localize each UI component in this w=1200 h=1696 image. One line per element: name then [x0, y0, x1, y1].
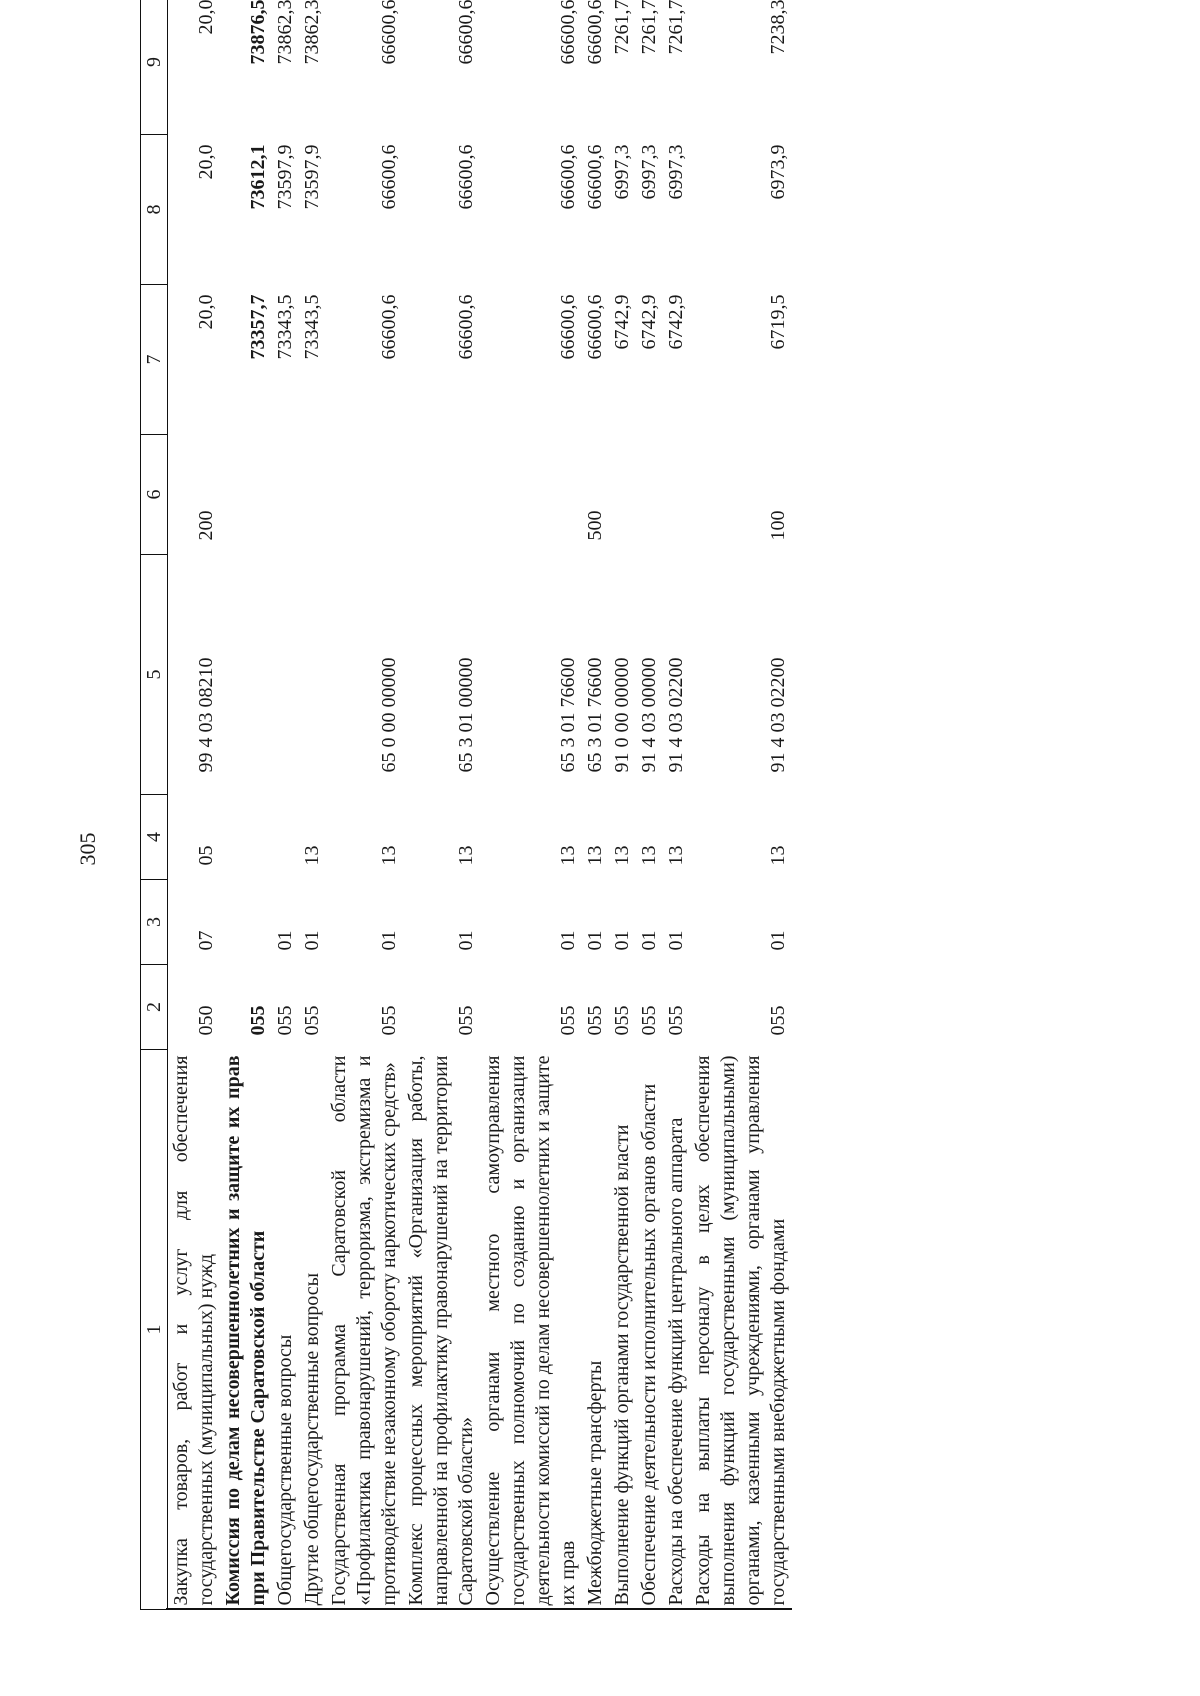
target-article-code: 65 3 01 00000	[455, 657, 477, 773]
amount-year-2: 66600,6	[378, 144, 400, 210]
amount-year-2: 66600,6	[584, 144, 606, 210]
table-row	[326, 0, 403, 1610]
section-code: 01	[378, 930, 400, 951]
ministry-code: 055	[247, 1005, 269, 1036]
ministry-code: 050	[195, 1005, 217, 1036]
row-name: Обеспечение деятельности исполнительных органов области	[638, 1083, 660, 1606]
target-article-code: 99 4 03 08210	[195, 657, 217, 773]
amount-year-1: 73343,5	[274, 294, 296, 360]
ministry-code: 055	[638, 1005, 660, 1036]
header-cell: 7	[141, 285, 168, 435]
table-row	[582, 0, 609, 1610]
amount-year-3: 20,0	[195, 0, 217, 35]
table-row	[663, 0, 690, 1610]
ministry-code: 055	[274, 1005, 296, 1036]
expense-type-code	[326, 435, 403, 555]
amount-year-1: 6742,9	[665, 294, 687, 350]
row-name: Осуществление органами местного самоуправления государственных полномочий по созданию и организации деятельности комиссий по делам несовершеннолетних и защите их прав	[482, 1055, 579, 1606]
amount-year-2: 6997,3	[638, 144, 660, 200]
ministry-code: 055	[611, 1005, 633, 1036]
table-row	[636, 0, 663, 1610]
page-number: 305	[75, 832, 100, 866]
section-code: 01	[638, 930, 660, 951]
header-cell: 5	[141, 555, 168, 795]
row-name: Расходы на выплаты персоналу в целях обеспечения выполнения функций государственными (муниципальными) органами, казенными учреждениями, органами управления государственными внебюджетными фондами	[692, 1055, 789, 1606]
row-name: Расходы на обеспечение функций центрального аппарата	[665, 1117, 687, 1606]
ministry-code: 055	[378, 1005, 400, 1036]
section-code: 01	[584, 930, 606, 951]
section-code: 01	[665, 930, 687, 951]
subsection-code: 13	[638, 845, 660, 866]
section-code: 01	[274, 930, 296, 951]
amount-year-3: 66600,6	[455, 0, 477, 65]
expense-type-code	[636, 435, 663, 555]
row-name: Комплекс процессных мероприятий «Организация работы, направленной на профилактику правонарушений на территории Саратовской области»	[405, 1055, 477, 1606]
amount-year-1: 73357,7	[247, 294, 269, 360]
expense-type-code	[480, 435, 582, 555]
amount-year-2: 6997,3	[611, 144, 633, 200]
amount-year-1: 66600,6	[557, 294, 579, 360]
amount-year-2: 73597,9	[301, 144, 323, 210]
amount-year-1: 66600,6	[584, 294, 606, 360]
expense-type-code: 100	[767, 510, 789, 541]
amount-year-1: 66600,6	[378, 294, 400, 360]
ministry-code: 055	[557, 1005, 579, 1036]
target-article-code: 65 3 01 76600	[584, 657, 606, 773]
target-article-code: 91 0 00 00000	[611, 657, 633, 773]
row-name: Межбюджетные трансферты	[584, 1360, 606, 1606]
expense-type-code	[220, 435, 272, 555]
amount-year-1: 6742,9	[638, 294, 660, 350]
section-code: 01	[301, 930, 323, 951]
target-article-code: 65 3 01 76600	[557, 657, 579, 773]
table-row	[609, 0, 636, 1610]
amount-year-3: 73862,3	[274, 0, 296, 65]
ministry-code: 055	[455, 1005, 477, 1036]
amount-year-1: 6742,9	[611, 294, 633, 350]
subsection-code: 13	[301, 845, 323, 866]
section-code: 07	[195, 930, 217, 951]
amount-year-1: 6719,5	[767, 294, 789, 350]
header-cell: 1	[141, 1050, 168, 1610]
subsection-code: 13	[557, 845, 579, 866]
amount-year-1: 20,0	[195, 294, 217, 330]
subsection-code: 13	[378, 845, 400, 866]
budget-table	[140, 0, 792, 1610]
amount-year-3: 66600,6	[378, 0, 400, 65]
row-name: Государственная программа Саратовской области «Профилактика правонарушений, терроризма, экстремизма и противодействие незаконному обороту наркотических средств»	[328, 1055, 400, 1606]
section-code	[220, 880, 272, 965]
table-row	[168, 0, 221, 1610]
subsection-code: 13	[665, 845, 687, 866]
target-article-code	[220, 555, 272, 795]
subsection-code: 05	[195, 845, 217, 866]
target-article-code: 91 4 03 02200	[665, 657, 687, 773]
amount-year-2: 6997,3	[665, 144, 687, 200]
expense-type-code	[272, 435, 299, 555]
ministry-code: 055	[301, 1005, 323, 1036]
amount-year-1: 73343,5	[301, 294, 323, 360]
header-cell: 6	[141, 435, 168, 555]
target-article-code	[299, 555, 326, 795]
amount-year-3: 7261,7	[611, 0, 633, 55]
amount-year-3: 7238,3	[767, 0, 789, 55]
table-left-border	[166, 1609, 792, 1611]
amount-year-3: 66600,6	[557, 0, 579, 65]
table-row	[690, 0, 792, 1610]
amount-year-2: 73612,1	[247, 144, 269, 210]
ministry-code: 055	[665, 1005, 687, 1036]
amount-year-2: 66600,6	[455, 144, 477, 210]
subsection-code: 13	[455, 845, 477, 866]
ministry-code: 055	[584, 1005, 606, 1036]
table-header-row	[141, 0, 168, 1610]
amount-year-1: 66600,6	[455, 294, 477, 360]
amount-year-2: 6973,9	[767, 144, 789, 200]
amount-year-3: 66600,6	[584, 0, 606, 65]
amount-year-2: 66600,6	[557, 144, 579, 210]
subsection-code: 13	[584, 845, 606, 866]
subsection-code: 13	[611, 845, 633, 866]
amount-year-3: 73862,3	[301, 0, 323, 65]
subsection-code	[220, 795, 272, 880]
rotated-table-container	[140, 0, 1140, 1610]
header-cell: 8	[141, 135, 168, 285]
table-row	[220, 0, 272, 1610]
target-article-code: 91 4 03 00000	[638, 657, 660, 773]
expense-type-code: 500	[584, 510, 606, 541]
row-name: Другие общегосударственные вопросы	[301, 1272, 323, 1606]
expense-type-code	[299, 435, 326, 555]
header-cell: 3	[141, 880, 168, 965]
amount-year-3: 7261,7	[665, 0, 687, 55]
expense-type-code	[609, 435, 636, 555]
expense-type-code	[403, 435, 480, 555]
row-name: Выполнение функций органами государственной власти	[611, 1124, 633, 1606]
amount-year-2: 73597,9	[274, 144, 296, 210]
subsection-code: 13	[767, 845, 789, 866]
table-row	[480, 0, 582, 1610]
row-name: Комиссия по делам несовершеннолетних и защите их прав при Правительстве Саратовской области	[222, 1055, 269, 1606]
expense-type-code: 200	[195, 510, 217, 541]
expense-type-code	[663, 435, 690, 555]
amount-year-3: 73876,5	[247, 0, 269, 65]
target-article-code	[272, 555, 299, 795]
subsection-code	[272, 795, 299, 880]
amount-year-2: 20,0	[195, 144, 217, 180]
target-article-code: 65 0 00 00000	[378, 657, 400, 773]
section-code: 01	[557, 930, 579, 951]
row-name: Закупка товаров, работ и услуг для обеспечения государственных (муниципальных) нужд	[170, 1055, 217, 1606]
row-name: Общегосударственные вопросы	[274, 1334, 296, 1606]
section-code: 01	[767, 930, 789, 951]
ministry-code: 055	[767, 1005, 789, 1036]
amount-year-3: 7261,7	[638, 0, 660, 55]
header-cell: 4	[141, 795, 168, 880]
header-cell: 9	[141, 0, 168, 135]
section-code: 01	[455, 930, 477, 951]
target-article-code: 91 4 03 02200	[767, 657, 789, 773]
table-row	[272, 0, 299, 1610]
section-code: 01	[611, 930, 633, 951]
table-row	[403, 0, 480, 1610]
table-row	[299, 0, 326, 1610]
header-cell: 2	[141, 965, 168, 1050]
